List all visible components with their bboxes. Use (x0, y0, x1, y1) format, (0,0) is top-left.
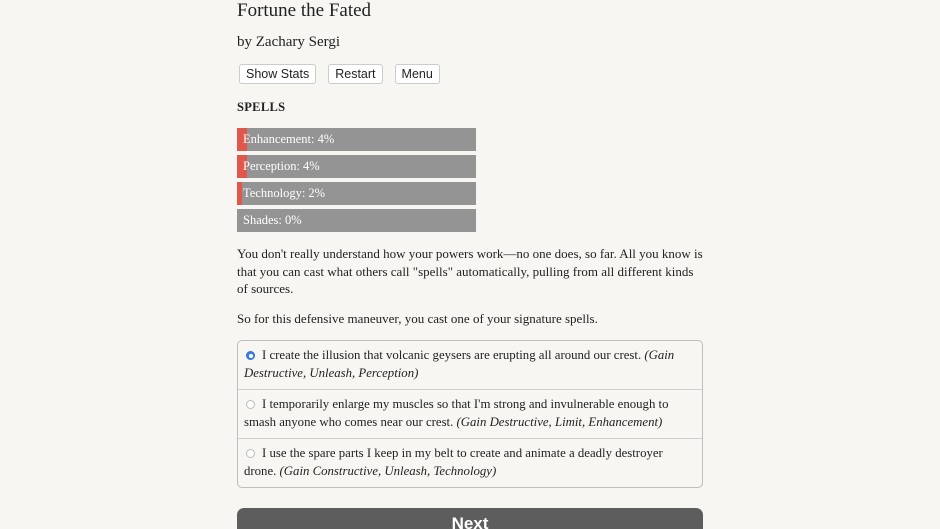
stat-bar-perception (237, 155, 476, 178)
choice-text-1: I create the illusion that volcanic geysers are erupting all around our crest. (262, 348, 642, 362)
next-button[interactable]: Next (237, 508, 703, 529)
stat-label-perception: Perception: 4% (243, 159, 320, 173)
stat-fill-technology (237, 182, 242, 205)
choice-text-3: I use the spare parts I keep in my belt to create and animate a deadly destroyer drone. (244, 446, 663, 478)
radio-button-1[interactable] (246, 351, 255, 360)
choice-option-3[interactable] (238, 438, 702, 487)
choice-text-2: I temporarily enlarge my muscles so that I'm strong and invulnerable enough to smash anyone who comes near our crest. (244, 397, 669, 429)
spells-stat-bars (237, 128, 703, 232)
story-paragraph-2: So for this defensive maneuver, you cast one of your signature spells. (237, 310, 598, 326)
radio-button-2[interactable] (246, 400, 255, 409)
stat-bar-technology (237, 182, 476, 205)
main-content (237, 0, 703, 529)
radio-button-3[interactable] (246, 449, 255, 458)
restart-button[interactable]: Restart (328, 64, 382, 84)
choice-option-2[interactable] (238, 389, 702, 438)
stat-bar-enhancement (237, 128, 476, 151)
spells-heading: SPELLS (237, 100, 286, 114)
choice-tags-3: (Gain Constructive, Unleash, Technology) (279, 463, 497, 478)
menu-button[interactable]: Menu (395, 64, 440, 84)
story-paragraph-1: You don't really understand how your powers work—no one does, so far. All you know is that you can cast what others call "spells" automatically, pulling from all different kinds of sources. (237, 246, 703, 296)
show-stats-button[interactable]: Show Stats (239, 64, 316, 84)
toolbar (239, 64, 703, 84)
game-title: Fortune the Fated (237, 0, 372, 21)
stat-bar-shades (237, 209, 476, 232)
stat-label-technology: Technology: 2% (243, 186, 326, 200)
choice-option-1[interactable] (238, 341, 702, 389)
choice-tags-2: (Gain Destructive, Limit, Enhancement) (456, 414, 663, 429)
choice-list (237, 340, 703, 488)
stat-label-enhancement: Enhancement: 4% (243, 132, 335, 146)
stat-label-shades: Shades: 0% (243, 213, 302, 227)
choice-tags-1: (Gain Destructive, Unleash, Perception) (244, 348, 675, 380)
author-byline: by Zachary Sergi (237, 34, 341, 50)
